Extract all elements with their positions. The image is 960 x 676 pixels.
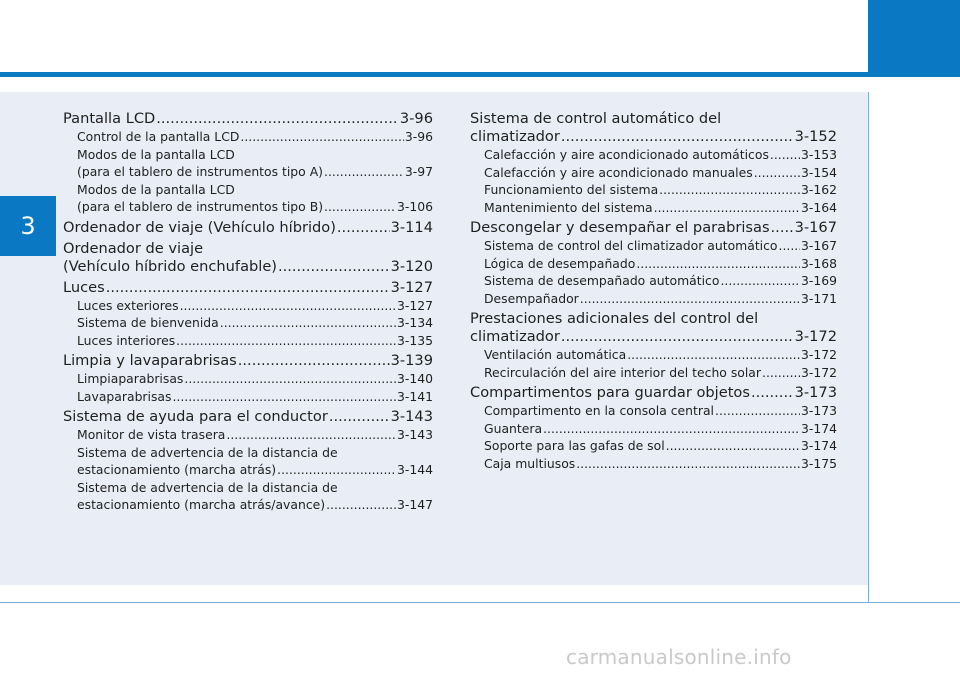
- toc-section-entry[interactable]: [63, 352, 433, 370]
- entry-row: [77, 388, 433, 406]
- entry-row: [484, 237, 837, 255]
- dot-leader: [636, 255, 800, 273]
- entry-row: [77, 297, 433, 315]
- dot-leader: [106, 279, 390, 297]
- dot-leader: [779, 237, 800, 255]
- entry-title: Lógica de desempañado: [484, 255, 636, 271]
- entry-page: 3-169: [800, 273, 837, 288]
- entry-title: (para el tablero de instrumentos tipo B): [77, 199, 324, 214]
- toc-subentry[interactable]: [63, 370, 433, 388]
- dot-leader: [771, 219, 794, 237]
- toc-subentry[interactable]: [470, 420, 837, 438]
- entry-title-line: Prestaciones adicionales del control del: [470, 310, 759, 327]
- entry-row: [484, 346, 837, 364]
- dot-leader: [580, 290, 800, 308]
- dot-leader: [226, 426, 396, 444]
- entry-row: [63, 110, 433, 128]
- entry-title: climatizador: [470, 328, 560, 345]
- toc-subentry[interactable]: [63, 479, 433, 514]
- entry-title: Recirculación del aire interior del techo solar: [484, 364, 761, 380]
- dot-leader: [770, 146, 800, 164]
- entry-page: 3-175: [800, 455, 837, 471]
- entry-row: [470, 128, 837, 146]
- toc-subentry[interactable]: [470, 255, 837, 273]
- entry-row: [484, 290, 837, 308]
- entry-title: (Vehículo híbrido enchufable): [63, 257, 277, 275]
- entry-row: [484, 255, 837, 273]
- entry-row: [77, 496, 433, 514]
- entry-title: climatizador: [470, 128, 560, 145]
- entry-page: 3-106: [396, 199, 433, 214]
- dot-leader: [180, 297, 396, 315]
- dot-leader: [324, 163, 404, 181]
- toc-subentry[interactable]: [63, 314, 433, 332]
- toc-subentry[interactable]: [470, 455, 837, 473]
- entry-page: 3-140: [396, 371, 433, 386]
- dot-leader: [576, 455, 800, 473]
- toc-subentry[interactable]: [63, 128, 433, 146]
- entry-title: Descongelar y desempañar el parabrisas: [470, 219, 770, 236]
- entry-page: 3-173: [800, 403, 837, 418]
- toc-subentry[interactable]: [470, 164, 837, 182]
- dot-leader: [715, 402, 800, 420]
- entry-page: 3-154: [800, 164, 837, 180]
- entry-page: 3-114: [390, 218, 433, 236]
- toc-section-entry[interactable]: [63, 240, 433, 276]
- entry-page: 3-174: [800, 420, 837, 436]
- entry-title: Limpia y lavaparabrisas: [63, 352, 237, 369]
- entry-row: [63, 408, 433, 426]
- dot-leader: [176, 332, 396, 350]
- dot-leader: [278, 258, 390, 276]
- entry-row: [63, 279, 433, 297]
- entry-title: Compartimentos para guardar objetos: [470, 384, 750, 401]
- toc-subentry[interactable]: [470, 181, 837, 199]
- entry-page: 3-152: [794, 128, 837, 145]
- entry-title: Calefacción y aire acondicionado automáticos: [484, 147, 769, 162]
- entry-title: Pantalla LCD: [63, 110, 156, 127]
- entry-title: Monitor de vista trasera: [77, 427, 226, 442]
- dot-leader: [156, 110, 399, 128]
- dot-leader: [172, 388, 396, 406]
- entry-title: Guantera: [484, 420, 543, 436]
- toc-column-right: [470, 110, 837, 472]
- toc-subentry[interactable]: [470, 402, 837, 420]
- entry-page: 3-97: [404, 164, 433, 179]
- entry-title: Sistema de ayuda para el conductor: [63, 408, 328, 425]
- entry-row: [470, 384, 837, 402]
- entry-page: 3-134: [396, 315, 433, 330]
- dot-leader: [238, 352, 390, 370]
- entry-title-line: Sistema de control automático del: [470, 110, 722, 127]
- entry-title-line: Modos de la pantalla LCD: [77, 146, 235, 162]
- entry-title: Ordenador de viaje (Vehículo híbrido): [63, 218, 336, 236]
- entry-title: Limpiaparabrisas: [77, 371, 184, 386]
- entry-page: 3-96: [404, 129, 433, 144]
- toc-subentry[interactable]: [470, 272, 837, 290]
- toc-section-entry[interactable]: [470, 384, 837, 402]
- toc-section-entry[interactable]: [63, 219, 433, 237]
- entry-title: Luces: [63, 278, 105, 296]
- toc-subentry[interactable]: [63, 388, 433, 406]
- toc-subentry[interactable]: [470, 346, 837, 364]
- toc-subentry[interactable]: [63, 332, 433, 350]
- entry-page: 3-139: [390, 352, 433, 369]
- entry-page: 3-143: [390, 408, 433, 425]
- entry-page: 3-127: [390, 278, 433, 296]
- entry-row: [484, 181, 837, 199]
- entry-row: [77, 128, 433, 146]
- dot-leader: [184, 370, 396, 388]
- entry-page: 3-168: [800, 255, 837, 271]
- entry-title-line: Sistema de advertencia de la distancia de: [77, 444, 338, 460]
- entry-page: 3-144: [396, 462, 433, 477]
- dot-leader: [561, 328, 794, 346]
- entry-title-line: Ordenador de viaje: [63, 239, 204, 257]
- toc-subentry[interactable]: [63, 146, 433, 181]
- footer-rule: [0, 602, 960, 603]
- dot-leader: [654, 199, 800, 217]
- entry-page: 3-172: [800, 347, 837, 362]
- entry-title: (para el tablero de instrumentos tipo A): [77, 164, 324, 179]
- dot-leader: [277, 461, 396, 479]
- toc-section-entry[interactable]: [63, 279, 433, 297]
- entry-row: [484, 164, 837, 182]
- entry-title: Control de la pantalla LCD: [77, 129, 240, 144]
- dot-leader: [720, 272, 800, 290]
- entry-row: [77, 198, 433, 216]
- entry-title: Luces exteriores: [77, 297, 179, 313]
- entry-row: [470, 328, 837, 346]
- entry-title: Funcionamiento del sistema: [484, 182, 659, 197]
- dot-leader: [754, 164, 800, 182]
- entry-title: Ventilación automática: [484, 347, 627, 362]
- entry-row: [77, 314, 433, 332]
- entry-title: Desempañador: [484, 290, 579, 306]
- entry-title: Lavaparabrisas: [77, 388, 172, 404]
- toc-section-entry[interactable]: [470, 110, 837, 146]
- toc-section-entry[interactable]: [63, 110, 433, 128]
- dot-leader: [751, 384, 794, 402]
- entry-row: [77, 461, 433, 479]
- toc-subentry[interactable]: [470, 237, 837, 255]
- entry-title: estacionamiento (marcha atrás): [77, 462, 277, 477]
- entry-page: 3-171: [800, 290, 837, 306]
- toc-subentry[interactable]: [470, 290, 837, 308]
- entry-row: [484, 146, 837, 164]
- entry-page: 3-167: [800, 238, 837, 253]
- entry-row: [484, 455, 837, 473]
- dot-leader: [666, 437, 800, 455]
- dot-leader: [762, 364, 800, 382]
- dot-leader: [220, 314, 396, 332]
- dot-leader: [329, 408, 390, 426]
- toc-subentry[interactable]: [470, 146, 837, 164]
- entry-row: [484, 272, 837, 290]
- entry-page: 3-174: [800, 438, 837, 453]
- entry-page: 3-173: [794, 384, 837, 401]
- entry-page: 3-143: [396, 427, 433, 442]
- toc-section-entry[interactable]: [63, 408, 433, 426]
- dot-leader: [240, 128, 403, 146]
- entry-row: [484, 437, 837, 455]
- entry-row: [470, 219, 837, 237]
- entry-title: Soporte para las gafas de sol: [484, 438, 665, 453]
- watermark: carmanualsonline.info: [566, 645, 792, 669]
- entry-title: Sistema de desempañado automático: [484, 273, 720, 288]
- toc-subentry[interactable]: [470, 364, 837, 382]
- margin-line: [868, 92, 869, 603]
- entry-title-line: Modos de la pantalla LCD: [77, 181, 235, 197]
- entry-title: Compartimento en la consola central: [484, 403, 715, 418]
- entry-page: 3-164: [800, 199, 837, 215]
- entry-page: 3-153: [800, 147, 837, 162]
- entry-row: [484, 420, 837, 438]
- entry-title: Luces interiores: [77, 332, 176, 348]
- entry-row: [484, 364, 837, 382]
- dot-leader: [337, 219, 390, 237]
- entry-page: 3-172: [800, 364, 837, 380]
- entry-row: [63, 258, 433, 276]
- entry-page: 3-147: [396, 497, 433, 512]
- entry-title: Sistema de control del climatizador automático: [484, 238, 778, 253]
- corner-block: [868, 0, 960, 77]
- entry-page: 3-141: [396, 388, 433, 404]
- toc-subentry[interactable]: [470, 199, 837, 217]
- entry-page: 3-172: [794, 328, 837, 345]
- entry-page: 3-120: [390, 257, 433, 275]
- entry-row: [484, 199, 837, 217]
- toc-subentry[interactable]: [470, 437, 837, 455]
- entry-page: 3-162: [800, 182, 837, 197]
- entry-title: Sistema de bienvenida: [77, 315, 219, 330]
- toc-subentry[interactable]: [63, 444, 433, 479]
- header-rule: [0, 72, 868, 77]
- toc-section-entry[interactable]: [470, 219, 837, 237]
- entry-page: 3-127: [396, 297, 433, 313]
- dot-leader: [561, 128, 794, 146]
- entry-title-line: Sistema de advertencia de la distancia de: [77, 479, 338, 495]
- entry-row: [77, 426, 433, 444]
- toc-subentry[interactable]: [63, 297, 433, 315]
- entry-row: [63, 219, 433, 237]
- entry-page: 3-167: [794, 219, 837, 236]
- chapter-tab: 3: [0, 196, 56, 256]
- entry-row: [77, 370, 433, 388]
- toc-subentry[interactable]: [63, 426, 433, 444]
- toc-column-left: [63, 110, 433, 514]
- toc-section-entry[interactable]: [470, 310, 837, 346]
- toc-subentry[interactable]: [63, 181, 433, 216]
- dot-leader: [627, 346, 800, 364]
- entry-page: 3-96: [399, 110, 433, 127]
- entry-title: Caja multiusos: [484, 455, 576, 471]
- entry-row: [77, 332, 433, 350]
- dot-leader: [543, 420, 800, 438]
- dot-leader: [326, 496, 396, 514]
- entry-title: estacionamiento (marcha atrás/avance): [77, 497, 326, 512]
- entry-row: [63, 352, 433, 370]
- entry-title: Calefacción y aire acondicionado manuales: [484, 164, 753, 180]
- entry-row: [484, 402, 837, 420]
- dot-leader: [324, 198, 396, 216]
- entry-page: 3-135: [396, 332, 433, 348]
- entry-title: Mantenimiento del sistema: [484, 199, 653, 215]
- dot-leader: [659, 181, 800, 199]
- entry-row: [77, 163, 433, 181]
